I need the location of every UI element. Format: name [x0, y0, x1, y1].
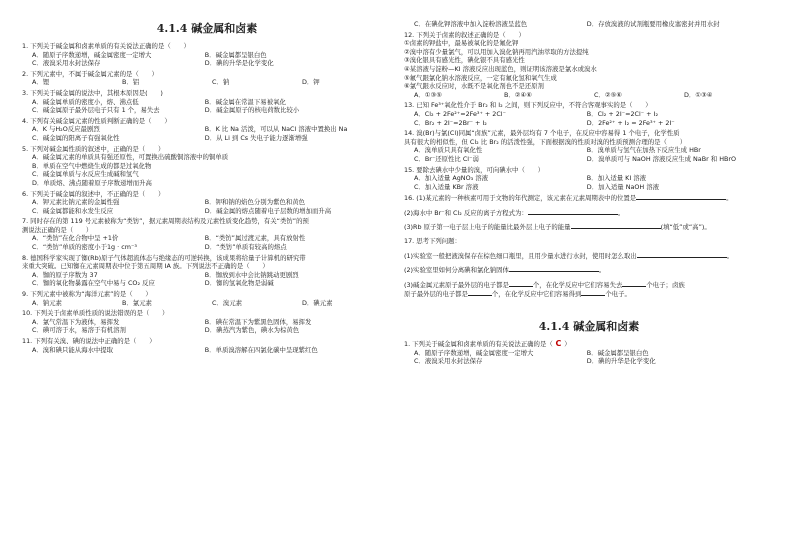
option: B．②④⑥: [504, 90, 532, 99]
option: C．溴元素: [212, 298, 243, 307]
right-column: [404, 20, 774, 366]
option: D．铷的氢氧化物是弱碱: [204, 279, 274, 288]
option: C．Br⁻还原性比 Cl⁻弱: [414, 154, 479, 163]
left-column: [22, 20, 392, 356]
option: D．钾: [302, 78, 320, 87]
option: C．碱金属单质与水反应生成碱和氢气: [32, 170, 139, 179]
option: D．碘的升华是化学变化: [204, 59, 274, 68]
question-stem: (2)实验室里如何分离碘和氯化钠固体 。: [404, 266, 606, 275]
option: B．碱金属在常温下易被氧化: [204, 97, 286, 106]
option: A．氯气常温下为液体，易挥发: [32, 317, 120, 326]
option-row: [32, 299, 392, 308]
option-row: [414, 146, 774, 155]
option-row: [32, 279, 392, 288]
option: D．溴单质可与 NaOH 溶液反应生成 NaBr 和 HBrO: [586, 154, 737, 163]
answer-mark: C: [552, 339, 565, 349]
option: A．碱金属单质的密度小，熔、沸点低: [32, 97, 139, 106]
question-stem: 7. 同时存在的第 119 号元素被称为“类钫”，据元素周期表结构及元素性质变化趋势，有关“类钫”的预: [22, 217, 309, 226]
question-stem: 8. 德国科学家实现了铷(Rb)原子气体超流体态与绝缘态的可逆转换，该成果将给量子计算机的研究带: [22, 253, 306, 262]
option-row: [32, 346, 392, 355]
option-row: [414, 110, 774, 119]
option: D．2Fe²⁺ + I₂ = 2Fe³⁺ + 2I⁻: [586, 118, 675, 127]
question-stem: 13. 已知 Fe³⁺氧化性介于 Br₂ 和 I₂ 之间，则下列反应中，不符合客观事实的是（ ）: [404, 101, 652, 110]
question-stem: (3)Rb 原子第一电子层上电子的能量比最外层上电子的能量 (填“低”或“高”)。: [404, 223, 711, 232]
option: C．在碘化钾溶液中加入淀粉溶液呈蓝色: [414, 20, 528, 28]
option: A．加入适量 AgNO₃ 溶液: [414, 174, 488, 183]
option: D．“类钫”单质有较高的熔点: [204, 243, 287, 252]
answer-blank[interactable]: [637, 251, 727, 258]
option-row: [32, 207, 392, 216]
option: B．碘在常温下为紫黑色固体，易挥发: [204, 317, 312, 326]
option-row: [414, 357, 774, 366]
question-stem: 10. 下列关于卤素单质性质的说法错误的是（ ）: [22, 309, 169, 318]
option: C．加入适量 KBr 溶液: [414, 182, 479, 191]
option-row: [32, 125, 392, 134]
option: B．加入适量 KI 溶液: [586, 174, 647, 183]
answer-blank[interactable]: [528, 208, 618, 215]
option-row: [32, 134, 392, 143]
question-stem-continued: 原子最外层的电子都是 个，在化学反应中它们容易得到 个电子。: [404, 290, 631, 299]
option: C．碱金属的阳离子有强氧化性: [32, 133, 120, 142]
option-row: [32, 179, 392, 188]
answer-blank[interactable]: [636, 193, 726, 200]
option: D．加入适量 NaOH 溶液: [586, 182, 660, 191]
option: C．“类钫”单质的密度小于1g · cm⁻³: [32, 243, 137, 252]
option-row: [32, 243, 392, 252]
question-stem: 15. 要除去碘水中少量的溴，可向碘水中（ ）: [404, 165, 545, 174]
question-stem: (3)碱金属元素原子最外层的电子都是 个，在化学反应中它们容易失去 个电子；卤族: [404, 280, 685, 289]
option: A．①③⑤: [414, 90, 442, 99]
option-row: [414, 183, 774, 192]
answer-blank[interactable]: [468, 289, 492, 296]
statement-line: ①卤素的钾盐中，最易被氧化的是氟化钾: [404, 39, 519, 48]
question-stem: (2)海水中 Br⁻和 Cl₂ 反应的离子方程式为： 。: [404, 208, 625, 217]
option: C．液溴采用水封法保存: [32, 59, 101, 68]
answer-blank[interactable]: [581, 289, 605, 296]
option: A．随原子序数递增，碱金属密度一定增大: [32, 50, 152, 59]
option: B．K 比 Na 活泼，可以从 NaCl 溶液中置换出 Na: [204, 125, 348, 134]
answer-section-title: 4.1.4 碱金属和卤素: [538, 320, 640, 334]
option: B．铝: [122, 78, 140, 87]
answered-question-stem: 1. 下列关于碱金属和卤素单质的有关说法正确的是（ C ）: [404, 339, 571, 349]
option: A．随原子序数递增，碱金属密度一定增大: [414, 348, 534, 357]
option-row: [414, 91, 774, 100]
option: D．①③④: [684, 90, 713, 99]
question-stem: 17. 思考下列问题：: [404, 237, 461, 246]
question-stem: 3. 下列关于碱金属的说法中，其根本原因是( ): [22, 88, 163, 97]
question-stem: 5. 下列对碱金属性质的叙述中，正确的是（ ）: [22, 144, 165, 153]
option: B．铷放到水中会比钠跳动更剧烈: [204, 270, 299, 279]
question-stem: 6. 下列关于碱金属的叙述中，不正确的是（ ）: [22, 189, 165, 198]
option: C．钠: [212, 78, 230, 87]
option-row: [414, 155, 774, 164]
answer-blank[interactable]: [622, 280, 646, 287]
option: C．碱金属都能和水发生反应: [32, 206, 114, 215]
statement-line: ③溴化银具有感光性，碘化银不具有感光性: [404, 56, 525, 65]
option: D．碘蒸汽为紫色，碘水为棕黄色: [204, 326, 300, 335]
option: B．氯元素: [122, 298, 152, 307]
option: D．碱金属的熔点随着电子层数的增加而升高: [204, 206, 332, 215]
statement-line: ⑥氯气跟水反应时，水既不是氧化剂也不是还原剂: [404, 82, 544, 91]
option: A．钠元素: [32, 298, 62, 307]
spacer: [404, 299, 774, 304]
option-row: [32, 51, 392, 60]
question-stem-continued: 测说法正确的是（ ）: [22, 225, 93, 234]
option: B．钾和钠的焰色分别为紫色和黄色: [204, 198, 306, 207]
option: C．液溴采用水封法保存: [414, 357, 483, 366]
question-stem: 2. 下列元素中，不属于碱金属元素的是（ ）: [22, 69, 158, 78]
option: A．锂: [32, 78, 50, 87]
option: B．碱金属都呈银白色: [204, 50, 267, 59]
option: C．Br₂ + 2I⁻=2Br⁻ + I₂: [414, 118, 487, 127]
option: A．K 与H₂O反应最剧烈: [32, 125, 100, 134]
option: D．碘元素: [302, 298, 333, 307]
option: C．碘可溶于水，易溶于有机溶剂: [32, 326, 126, 335]
option: C．②⑤⑥: [594, 90, 623, 99]
spacer: [22, 354, 392, 356]
option-row: [32, 98, 392, 107]
question-stem: 12. 下列关于卤素的叙述正确的是（ ）: [404, 30, 525, 39]
question-stem: 16. (1)某元素的一种核素可用于文物的年代测定，该元素在元素周期表中的位置是 。: [404, 194, 733, 203]
option: C．碱金属原子最外层电子只有 1 个，易失去: [32, 106, 160, 115]
option-row: [414, 349, 774, 358]
question-stem-continued: 具有很大的相似性，但 Cl₂ 比 Br₂ 的活泼性强，下面根据溴的性质对溴的性质预测合理的是（ ）: [404, 137, 687, 146]
statement-line: ⑤氟气跟氯化钠水溶液反应，一定有氟化氢和氧气生成: [404, 73, 557, 82]
option: B．“类钫”属过渡元素，具有放射性: [204, 234, 306, 243]
option: A．碱金属元素的单质具有强还原性，可置换出硫酸铜溶液中的铜单质: [32, 153, 229, 162]
option: A．铷的原子序数为 37: [32, 270, 98, 279]
question-stem: 14. 溴(Br)与氯(Cl)同属“卤族”元素，最外层均有 7 个电子，在反应中容易得 1 个电子，化学性质: [404, 129, 680, 138]
question-stem: 11. 下列有关溴、碘的说法中正确的是（ ）: [22, 337, 156, 345]
option: D．从 Li 到 Cs 失电子能力逐渐增强: [204, 133, 308, 142]
answer-blank[interactable]: [509, 265, 599, 272]
question-stem: 1. 下列关于碱金属和卤素单质的有关说法正确的是（ ）: [22, 42, 190, 50]
question-stem: 4. 下列有关碱金属元素的性质判断正确的是（ ）: [22, 116, 171, 125]
option-row: [32, 234, 392, 243]
option: A．溴和碘只能从海水中提取: [32, 345, 114, 354]
option-row: [414, 174, 774, 183]
question-stem: (1)实验室一般把液溴保存在棕色细口瓶里，且用少量水进行水封，使用时怎么取出 。: [404, 251, 734, 260]
page-title: 4.1.4 碱金属和卤素: [156, 22, 258, 35]
statement-line: ②溴中溶有少量氯气，可以用加入溴化钠再用汽油萃取的方法提纯: [404, 47, 589, 56]
option: D．单质熔、沸点随着原子序数递增而升高: [32, 178, 152, 187]
option: A．“类钫”在化合物中呈 +1价: [32, 234, 119, 243]
option-row: [414, 119, 774, 128]
option-row: [32, 153, 392, 162]
option: A．Cl₂ + 2Fe²⁺=2Fe³⁺ + 2Cl⁻: [414, 109, 506, 118]
question-stem-continued: 来重大突破。已知铷在元素周期表中位于第五周期 IA 族。下列说法不正确的是（ ）: [22, 262, 269, 271]
answer-blank[interactable]: [571, 222, 661, 229]
question-stem: 9. 下列元素中被称为“海洋元素”的是（ ）: [22, 290, 152, 299]
option-row: [32, 78, 392, 87]
option: C．铷的氧化物暴露在空气中易与 CO₂ 反应: [32, 279, 155, 288]
option: D．存放溴液的试剂瓶要用橡皮塞密封并用水封: [586, 20, 720, 28]
statement-line: ④某溶液与淀粉—KI 溶液反应出现蓝色，则证明该溶液是氯水或溴水: [404, 64, 597, 73]
option: D．碘的升华是化学变化: [586, 357, 656, 366]
option-row: [414, 20, 774, 29]
option: A．溴单质只具有氧化性: [414, 146, 483, 155]
option-row: [32, 198, 392, 207]
option-row: [32, 326, 392, 335]
option-row: [32, 170, 392, 179]
option: D．碱金属原子的核电荷数比较小: [204, 106, 300, 115]
option: B．单质在空气中燃烧生成的都是过氧化物: [32, 161, 152, 170]
option: B．溴单质与氢气在加热下反应生成 HBr: [586, 146, 701, 155]
option: B．碱金属都呈银白色: [586, 348, 649, 357]
option-row: [32, 59, 392, 68]
option: B．Cl₂ + 2I⁻=2Cl⁻ + I₂: [586, 109, 659, 118]
answer-blank[interactable]: [509, 280, 533, 287]
option-row: [32, 106, 392, 115]
option: B．单质溴溶解在四氯化碳中呈现紫红色: [204, 345, 318, 354]
option: A．钾元素比钠元素的金属性强: [32, 198, 120, 207]
